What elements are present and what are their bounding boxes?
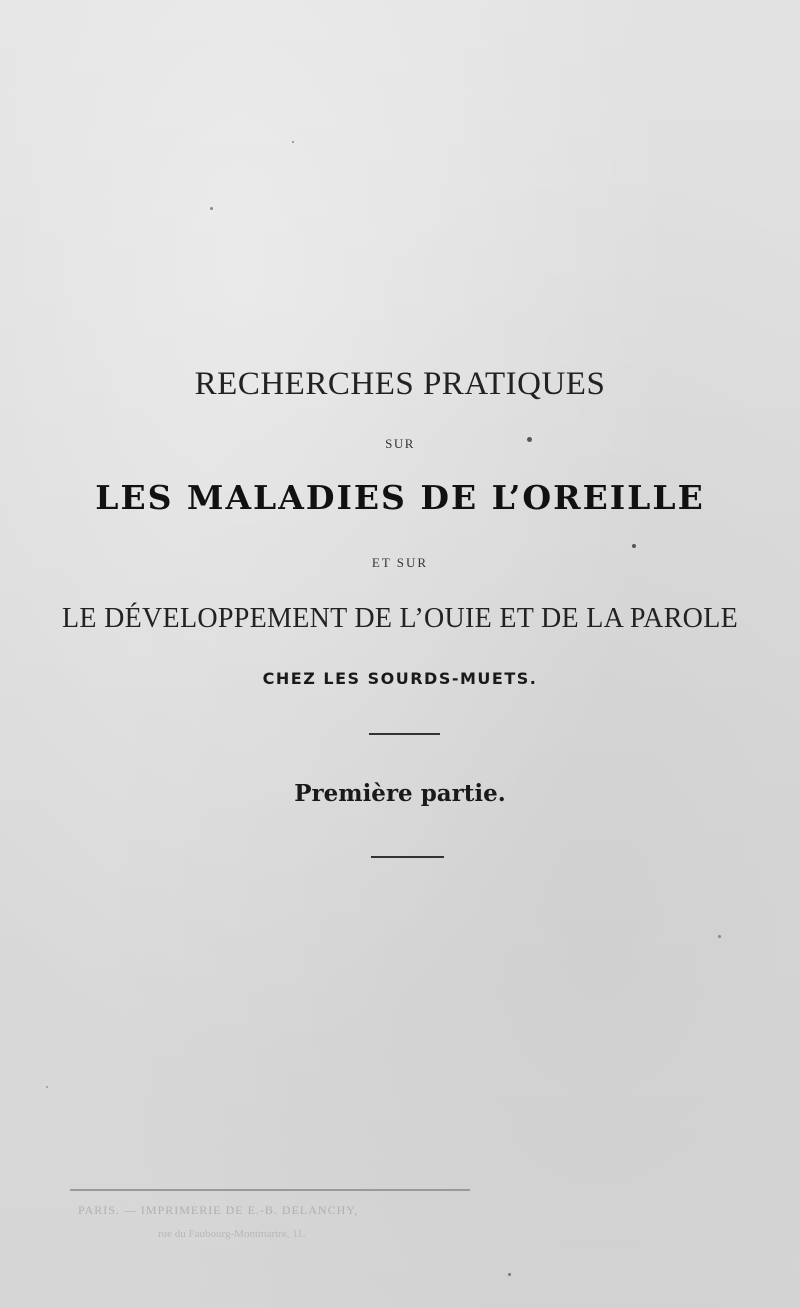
printer-imprint-line: PARIS. — IMPRIMERIE DE E.-B. DELANCHY, bbox=[78, 1203, 359, 1217]
paper-speck bbox=[508, 1273, 511, 1276]
paper-speck bbox=[46, 1086, 48, 1088]
title-line-developpement: LE DÉVELOPPEMENT DE L’OUIE ET DE LA PAROLE bbox=[61, 603, 739, 634]
ornamental-rule-lower bbox=[371, 856, 444, 858]
title-line-recherches-pratiques: RECHERCHES PRATIQUES bbox=[194, 366, 606, 402]
ornamental-rule-upper bbox=[369, 733, 440, 735]
paper-speck bbox=[718, 935, 721, 938]
main-title-maladies-oreille: LES MALADIES DE L’OREILLE bbox=[95, 478, 705, 517]
paper-speck bbox=[292, 141, 294, 143]
printer-address-line: rue du Faubourg-Montmartre, 11. bbox=[158, 1228, 306, 1240]
paper-speck bbox=[632, 544, 636, 548]
title-line-et-sur: ET SUR bbox=[371, 555, 429, 570]
title-line-sourds-muets: CHEZ LES SOURDS-MUETS. bbox=[262, 669, 538, 688]
imprint-rule bbox=[70, 1189, 470, 1191]
part-heading: Première partie. bbox=[294, 780, 506, 807]
paper-speck bbox=[527, 437, 532, 442]
title-line-sur: SUR bbox=[385, 436, 415, 451]
paper-speck bbox=[210, 207, 213, 210]
